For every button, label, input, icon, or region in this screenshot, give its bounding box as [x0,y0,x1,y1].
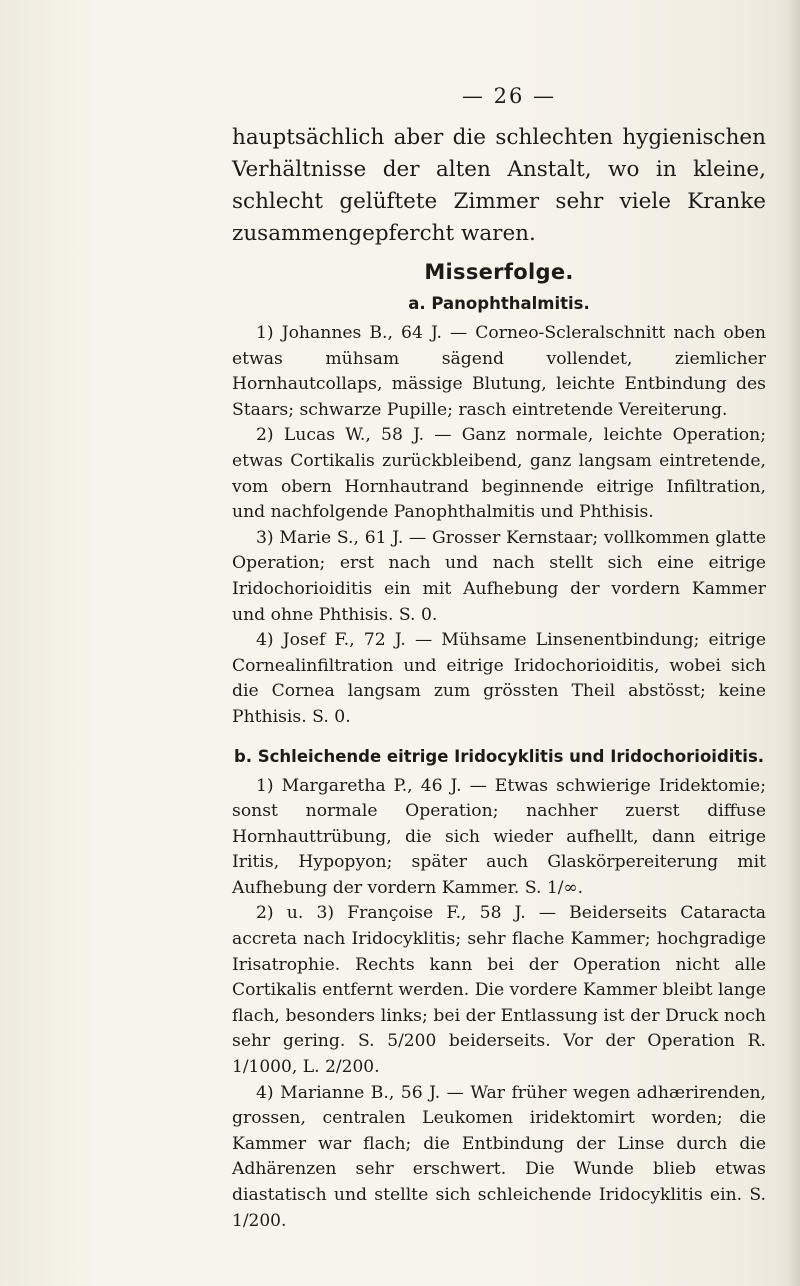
case-entry-b2-text: 2) u. 3) Françoise F., 58 J. — Beiderseits Cataracta accreta nach Iridocyklitis; sehr flache Kammer; hochgradige Irisatrophie. Rechts kann bei der Operation nicht alle Cortikalis entfernt werden. Die vordere Kammer bleibt lange flach, besonders links; bei der Entlassung ist der Druck noch sehr gering. S. [232,903,766,1052]
visual-acuity-fraction: 1/200 [232,1210,281,1231]
case-entry-a2: 2) Lucas W., 58 J. — Ganz normale, leichte Operation; etwas Cortikalis zurückbleibend, ganz langsam eintretende, vom obern Hornhautrand beginnende eitrige Infiltration, und nachfolgende Panophthalmitis und Phthisis. [232,425,766,523]
case-entry-b1-tail: . [577,877,584,898]
case-entry-a3: 3) Marie S., 61 J. — Grosser Kernstaar; vollkommen glatte Operation; erst nach und nach stellt sich eine eitrige Iridochorioiditis ein mit Aufhebung der vordern Kammer und ohne Phthisis. S. 0. [232,527,766,625]
lead-paragraph: hauptsächlich aber die schlechten hygienischen Verhältnisse der alten Anstalt, wo in kleine, schlecht gelüftete Zimmer sehr viele Kranke zusammengepfercht waren. [232,125,766,246]
case-entry-a1: 1) Johannes B., 64 J. — Corneo-Scleralschnitt nach oben etwas mühsam sägend vollendet, ziemlicher Hornhautcollaps, mässige Blutung, leichte Entbindung des Staars; schwarze Pupille; rasch eintretende Vereiterung. [232,323,766,420]
visual-acuity-fraction: 1/∞ [546,877,578,898]
visual-acuity-fraction-left: 2/200 [325,1057,375,1078]
page-content [232,84,766,1234]
case-entry-b3-text: 4) Marianne B., 56 J. — War früher wegen adhærirenden, grossen, centralen Leukomen iridektomirt worden; die Kammer war flach; die Entbindung der Linse durch die Adhärenzen sehr erschwert. Die Wunde blieb etwas diastatisch und stellte sich schleichende Iridocyklitis ein. S. [232,1082,766,1205]
visual-acuity-fraction-right: 1/1000 [232,1057,292,1078]
case-entry-b3 [232,1081,766,1235]
section-title: Misserfolge. [424,260,574,284]
case-entry-a4: 4) Josef F., 72 J. — Mühsame Linsenentbindung; eitrige Cornealinfiltration und eitrige Iridochorioiditis, wobei sich die Cornea langsam zum grössten Theil abstösst; keine Phthisis. S. 0. [232,630,766,727]
case-entry-b2-tail: beiderseits. Vor der Operation R. [436,1031,766,1052]
case-entry-b2-tail3: . [374,1057,380,1078]
page-edge-shadow [786,0,800,1286]
case-entry-b1-text: 1) Margaretha P., 46 J. — Etwas schwierige Iridektomie; sonst normale Operation; nachher zuerst diffuse Hornhauttrübung, die sich wieder aufhellt, dann eitrige Iritis, Hypopyon; später auch Glaskörpereiterung mit Aufhebung der vordern Kammer. S. [232,775,766,898]
subsection-a-title: a. Panophthalmitis. [408,294,590,313]
case-entry-b2 [232,901,766,1080]
page-number: — 26 — [461,84,557,108]
subsection-b-title: b. Schleichende eitrige Iridocyklitis und Iridochorioiditis. [233,746,765,766]
case-entry-b3-tail: . [281,1210,287,1231]
visual-acuity-fraction: 5/200 [387,1031,437,1052]
case-entry-b1 [232,774,766,902]
case-entry-b2-tail2: , L. [291,1057,326,1078]
